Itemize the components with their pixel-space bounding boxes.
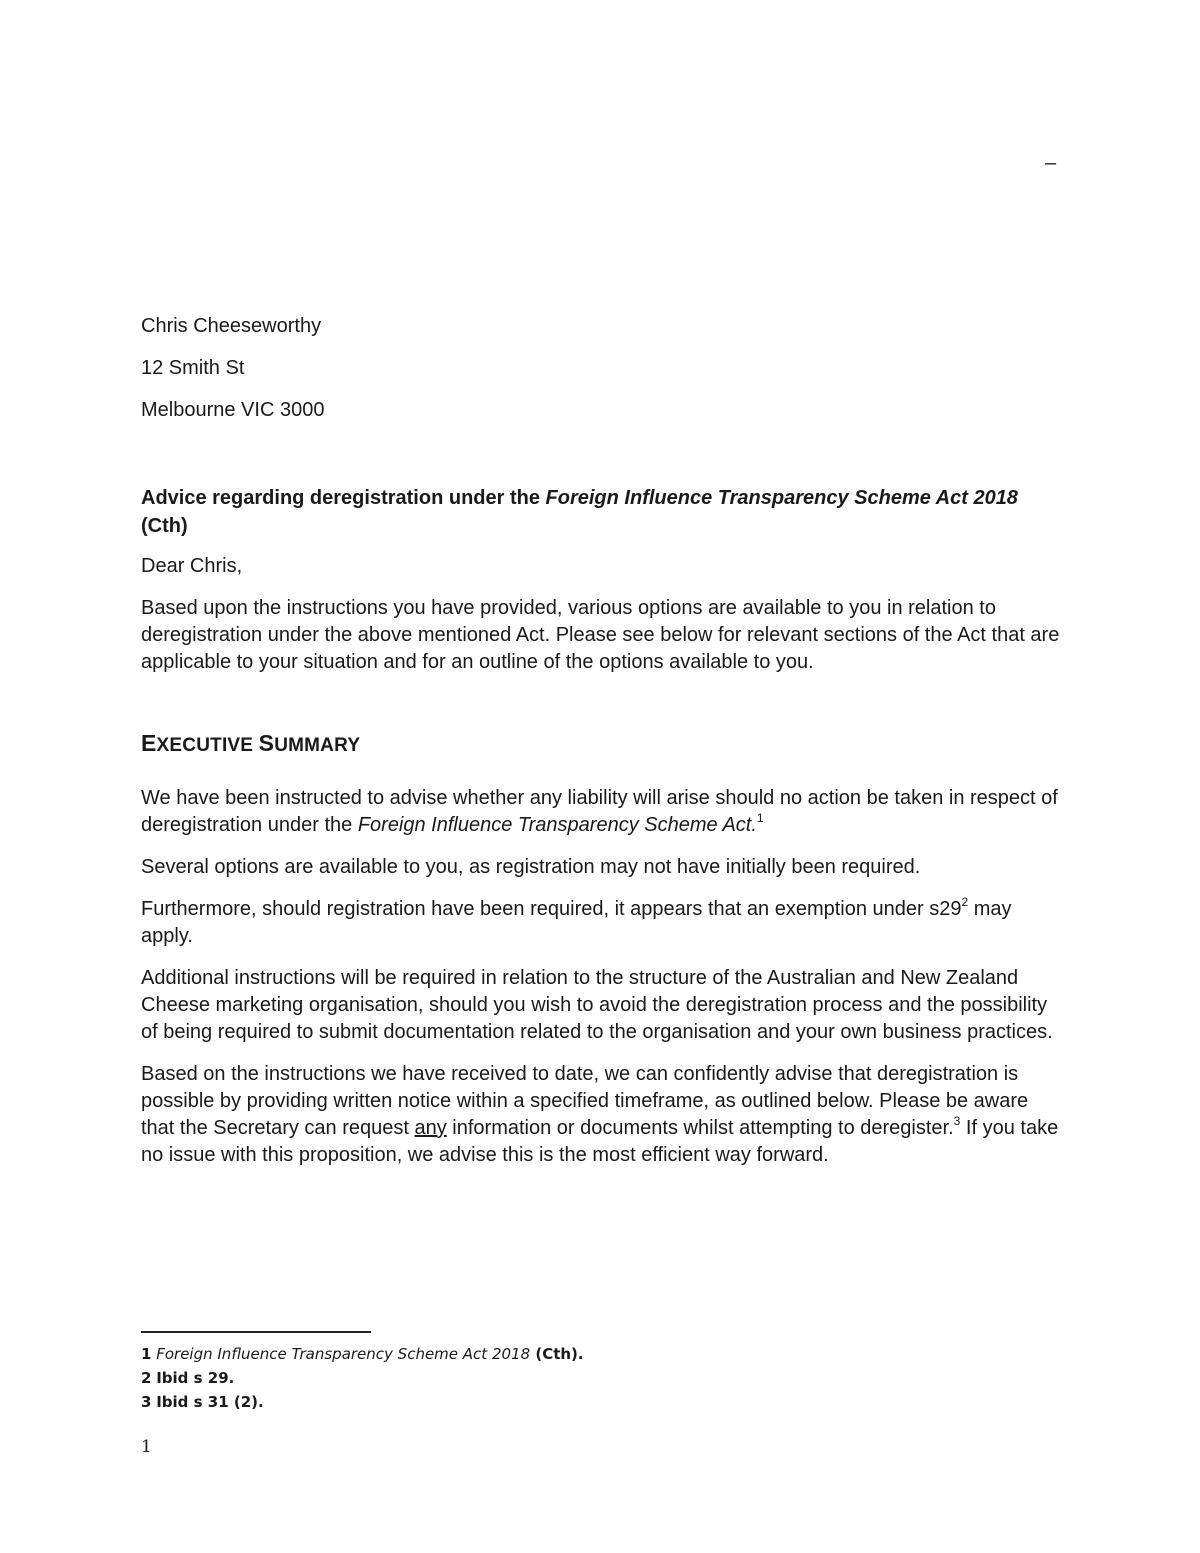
- footnote-number: 3: [141, 1393, 152, 1411]
- intro-paragraph: Based upon the instructions you have provided, various options are available to you in relation to deregistration under the above mentioned Act. Please see below for relevant sections of the Act that are applicable to your situation and for an outline of the options available to you.: [141, 597, 1060, 673]
- title-suffix: (Cth): [141, 515, 188, 537]
- summary-paragraph-5: [141, 1061, 1061, 1169]
- section-heading-executive-summary: [141, 730, 1061, 759]
- p3-text: Furthermore, should registration have been required, it appears that an exemption under s29: [141, 898, 962, 920]
- header-mark: –: [1045, 152, 1057, 174]
- footnote-1: [141, 1342, 584, 1366]
- heading-rest-xecutive: XECUTIVE: [156, 735, 259, 756]
- footnote-text: Ibid s 29.: [156, 1369, 235, 1387]
- recipient-address: [141, 316, 324, 442]
- summary-paragraph-4: Additional instructions will be required in relation to the structure of the Australian and New Zealand Cheese marketing organisation, should you wish to avoid the deregistration process and the possibility of being required to submit documentation related to the organisation and your own business practices.: [141, 967, 1053, 1043]
- footnote-ref-3[interactable]: 3: [953, 1114, 961, 1128]
- summary-paragraph-2: Several options are available to you, as registration may not have initially been required.: [141, 856, 921, 878]
- heading-rest-ummary: UMMARY: [274, 735, 361, 756]
- footnotes: [141, 1342, 584, 1414]
- summary-paragraph-1: [141, 785, 1061, 839]
- footnote-text: (Cth).: [530, 1345, 584, 1363]
- p5-emphasis-any: any: [414, 1117, 447, 1139]
- heading-cap-e: E: [141, 730, 157, 756]
- p1-text: We have been instructed to advise whether any liability will arise should no action be taken in respect of deregistration under the: [141, 787, 1058, 836]
- letter-body: [141, 484, 1061, 1184]
- recipient-city: Melbourne VIC 3000: [141, 399, 325, 421]
- footnote-number: 1: [141, 1345, 152, 1363]
- footnote-italic: Foreign Influence Transparency Scheme Act 2018: [156, 1345, 531, 1363]
- p5-mid: information or documents whilst attempting to deregister.: [446, 1117, 954, 1139]
- p5-suffix: If you take no issue with this proposition, we advise this is the most efficient way forward.: [141, 1117, 1059, 1166]
- letter-title: [141, 484, 1061, 540]
- salutation: Dear Chris,: [141, 555, 243, 577]
- p5-text: Based on the instructions we have received to date, we can confidently advise that deregistration is possible by providing written notice within a specified timeframe, as outlined below. Please be aware that the Secretary can request: [141, 1063, 1029, 1139]
- footnote-number: 2: [141, 1369, 152, 1387]
- summary-paragraph-3: [141, 896, 1061, 950]
- footnote-ref-1[interactable]: 1: [756, 811, 764, 825]
- footnote-ref-2[interactable]: 2: [961, 895, 969, 909]
- footnote-separator: [141, 1331, 371, 1333]
- footnote-3: [141, 1390, 584, 1414]
- recipient-street: 12 Smith St: [141, 357, 245, 379]
- page-number: 1: [141, 1437, 152, 1457]
- title-act-name: Foreign Influence Transparency Scheme Act 2018: [545, 487, 1018, 509]
- p3-suffix: may apply.: [141, 898, 1012, 947]
- heading-cap-s: S: [258, 730, 275, 756]
- recipient-name: Chris Cheeseworthy: [141, 315, 322, 337]
- footnote-2: [141, 1366, 584, 1390]
- title-prefix: Advice regarding deregistration under the: [141, 487, 546, 509]
- p1-act-name: Foreign Influence Transparency Scheme Act.: [357, 814, 757, 836]
- footnote-text: Ibid s 31 (2).: [156, 1393, 264, 1411]
